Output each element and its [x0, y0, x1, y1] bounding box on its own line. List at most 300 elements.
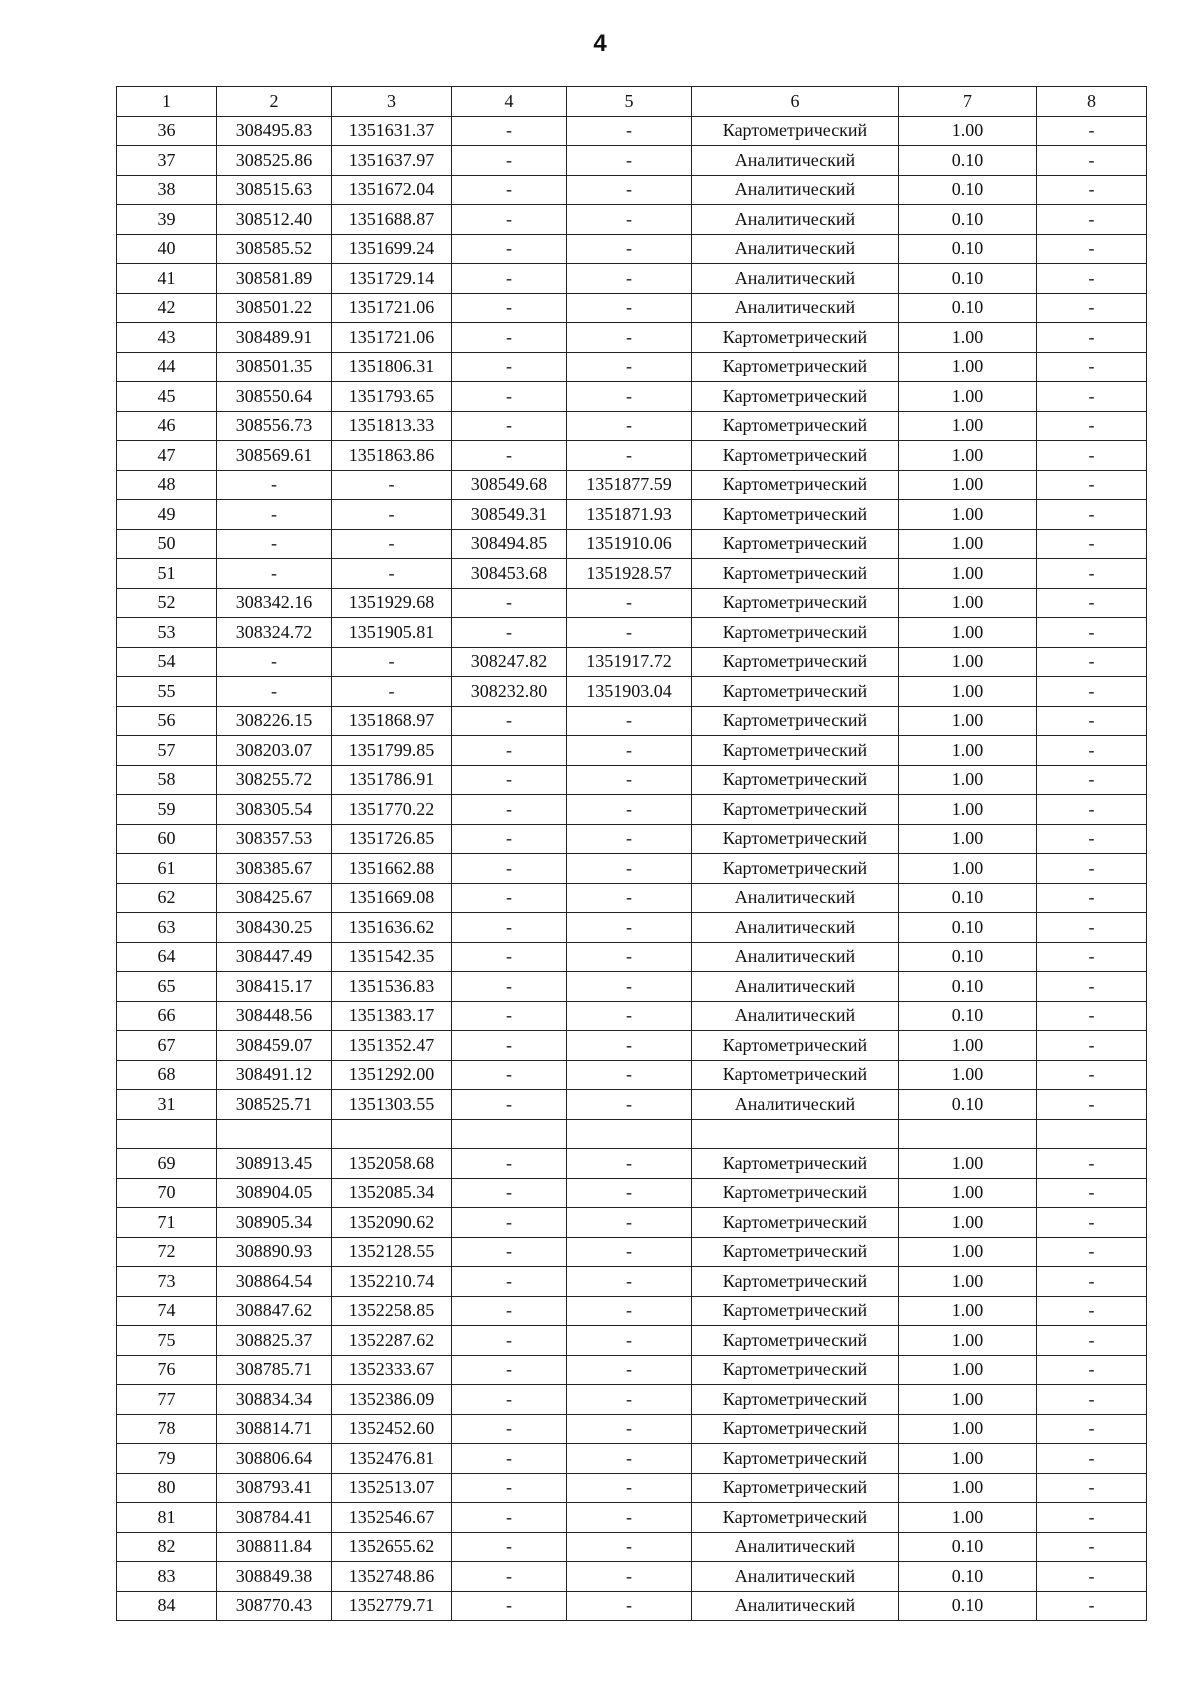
table-cell: 1351383.17: [332, 1001, 452, 1031]
table-cell: -: [332, 559, 452, 589]
table-cell: -: [567, 736, 692, 766]
table-cell: 1.00: [899, 441, 1037, 471]
table-row: [117, 264, 1147, 294]
table-cell: 63: [117, 913, 217, 943]
table-cell: -: [567, 146, 692, 176]
page-number: 4: [593, 30, 607, 57]
table-cell: -: [1037, 352, 1147, 382]
table-cell: 1351352.47: [332, 1031, 452, 1061]
table-row: [117, 411, 1147, 441]
table-cell: 1.00: [899, 323, 1037, 353]
table-cell: 308549.68: [452, 470, 567, 500]
table-cell: Картометрический: [692, 500, 899, 530]
table-cell: -: [1037, 1296, 1147, 1326]
table-cell: 0.10: [899, 942, 1037, 972]
table-cell: -: [452, 1385, 567, 1415]
table-cell: -: [567, 1444, 692, 1474]
table-cell: [567, 1119, 692, 1149]
table-cell: -: [567, 1591, 692, 1621]
table-cell: 45: [117, 382, 217, 412]
table-cell: 308255.72: [217, 765, 332, 795]
table-cell: Картометрический: [692, 765, 899, 795]
table-row: [117, 736, 1147, 766]
table-row: [117, 1267, 1147, 1297]
table-cell: [1037, 1119, 1147, 1149]
table-cell: -: [567, 1267, 692, 1297]
table-cell: 1.00: [899, 529, 1037, 559]
table-cell: -: [1037, 205, 1147, 235]
table-cell: 1.00: [899, 736, 1037, 766]
table-cell: 1.00: [899, 647, 1037, 677]
table-cell: -: [1037, 1001, 1147, 1031]
table-cell: 1351905.81: [332, 618, 452, 648]
table-cell: 41: [117, 264, 217, 294]
table-cell: 1351806.31: [332, 352, 452, 382]
table-row: [117, 293, 1147, 323]
table-cell: 308385.67: [217, 854, 332, 884]
table-cell: Аналитический: [692, 234, 899, 264]
table-cell: 308793.41: [217, 1473, 332, 1503]
table-cell: -: [567, 441, 692, 471]
table-cell: 1.00: [899, 382, 1037, 412]
table-cell: Аналитический: [692, 1591, 899, 1621]
column-header-3: 3: [332, 87, 452, 117]
table-cell: 308415.17: [217, 972, 332, 1002]
table-cell: Аналитический: [692, 1001, 899, 1031]
table-cell: 1352287.62: [332, 1326, 452, 1356]
table-cell: 308904.05: [217, 1178, 332, 1208]
table-cell: -: [452, 175, 567, 205]
table-cell: -: [1037, 854, 1147, 884]
table-row: [117, 1473, 1147, 1503]
table-row: [117, 913, 1147, 943]
table-row: [117, 1149, 1147, 1179]
table-cell: 55: [117, 677, 217, 707]
table-cell: 68: [117, 1060, 217, 1090]
table-cell: 0.10: [899, 1591, 1037, 1621]
table-cell: -: [1037, 706, 1147, 736]
table-cell: -: [452, 972, 567, 1002]
table-cell: Аналитический: [692, 264, 899, 294]
table-cell: 308847.62: [217, 1296, 332, 1326]
table-cell: -: [1037, 1149, 1147, 1179]
table-cell: -: [567, 175, 692, 205]
table-cell: -: [217, 647, 332, 677]
table-cell: -: [452, 854, 567, 884]
table-cell: 1.00: [899, 854, 1037, 884]
table-cell: -: [1037, 677, 1147, 707]
table-cell: 1.00: [899, 618, 1037, 648]
table-cell: 54: [117, 647, 217, 677]
table-cell: 1352546.67: [332, 1503, 452, 1533]
table-cell: -: [1037, 765, 1147, 795]
table-row: [117, 470, 1147, 500]
table-cell: -: [452, 618, 567, 648]
table-cell: 1351863.86: [332, 441, 452, 471]
table-cell: Картометрический: [692, 352, 899, 382]
table-cell: 1352748.86: [332, 1562, 452, 1592]
table-cell: 308811.84: [217, 1532, 332, 1562]
table-row: [117, 588, 1147, 618]
table-row: [117, 382, 1147, 412]
table-cell: -: [567, 1178, 692, 1208]
table-cell: -: [452, 234, 567, 264]
table-cell: -: [567, 588, 692, 618]
table-cell: -: [1037, 411, 1147, 441]
table-cell: -: [567, 1149, 692, 1179]
table-row: [117, 1591, 1147, 1621]
table-cell: 1352085.34: [332, 1178, 452, 1208]
table-cell: 308905.34: [217, 1208, 332, 1238]
table-cell: -: [567, 323, 692, 353]
table-cell: 308448.56: [217, 1001, 332, 1031]
table-cell: 74: [117, 1296, 217, 1326]
table-cell: 1.00: [899, 1414, 1037, 1444]
column-header-8: 8: [1037, 87, 1147, 117]
table-cell: 59: [117, 795, 217, 825]
table-cell: 77: [117, 1385, 217, 1415]
table-cell: -: [567, 1090, 692, 1120]
table-row: [117, 824, 1147, 854]
column-header-7: 7: [899, 87, 1037, 117]
table-cell: Картометрический: [692, 470, 899, 500]
table-cell: -: [452, 795, 567, 825]
table-row: [117, 854, 1147, 884]
table-cell: Картометрический: [692, 706, 899, 736]
table-cell: -: [1037, 146, 1147, 176]
table-cell: 0.10: [899, 1532, 1037, 1562]
table-cell: -: [567, 1208, 692, 1238]
table-cell: 1351721.06: [332, 293, 452, 323]
table-cell: -: [1037, 1267, 1147, 1297]
table-cell: 1351637.97: [332, 146, 452, 176]
table-cell: 1351636.62: [332, 913, 452, 943]
table-row: [117, 1562, 1147, 1592]
table-cell: -: [452, 1326, 567, 1356]
table-cell: 0.10: [899, 1001, 1037, 1031]
table-cell: 1351929.68: [332, 588, 452, 618]
table-cell: -: [452, 441, 567, 471]
table-cell: 69: [117, 1149, 217, 1179]
table-cell: -: [1037, 913, 1147, 943]
table-row: [117, 323, 1147, 353]
table-cell: 1.00: [899, 1237, 1037, 1267]
table-cell: -: [1037, 1326, 1147, 1356]
table-cell: -: [452, 411, 567, 441]
table-cell: 308785.71: [217, 1355, 332, 1385]
table-cell: -: [1037, 1031, 1147, 1061]
table-cell: Аналитический: [692, 972, 899, 1002]
table-cell: [217, 1119, 332, 1149]
table-cell: 1.00: [899, 677, 1037, 707]
table-cell: Картометрический: [692, 382, 899, 412]
table-cell: -: [567, 1562, 692, 1592]
table-cell: -: [567, 234, 692, 264]
table-cell: 1351793.65: [332, 382, 452, 412]
table-cell: -: [452, 146, 567, 176]
table-row: [117, 647, 1147, 677]
table-cell: Картометрический: [692, 529, 899, 559]
table-cell: 1351536.83: [332, 972, 452, 1002]
table-cell: -: [452, 1149, 567, 1179]
table-cell: Картометрический: [692, 824, 899, 854]
table-cell: Картометрический: [692, 588, 899, 618]
table-cell: -: [1037, 1060, 1147, 1090]
table-cell: 308549.31: [452, 500, 567, 530]
table-cell: 1351726.85: [332, 824, 452, 854]
header-row: [117, 87, 1147, 117]
table-body: [117, 116, 1147, 1621]
table-cell: -: [1037, 1444, 1147, 1474]
table-cell: -: [567, 854, 692, 884]
table-cell: -: [1037, 529, 1147, 559]
table-cell: 308834.34: [217, 1385, 332, 1415]
table-cell: 0.10: [899, 234, 1037, 264]
table-cell: -: [1037, 323, 1147, 353]
table-cell: 1351669.08: [332, 883, 452, 913]
table-cell: Аналитический: [692, 913, 899, 943]
table-cell: Картометрический: [692, 441, 899, 471]
table-cell: 82: [117, 1532, 217, 1562]
table-cell: Картометрический: [692, 1237, 899, 1267]
table-cell: 1.00: [899, 765, 1037, 795]
table-cell: 1352655.62: [332, 1532, 452, 1562]
table-cell: -: [452, 1591, 567, 1621]
table-cell: 1352210.74: [332, 1267, 452, 1297]
table-cell: -: [217, 529, 332, 559]
table-cell: 308825.37: [217, 1326, 332, 1356]
table-cell: 39: [117, 205, 217, 235]
table-cell: 1.00: [899, 116, 1037, 146]
table-row: [117, 146, 1147, 176]
table-cell: 308512.40: [217, 205, 332, 235]
table-cell: 308494.85: [452, 529, 567, 559]
table-cell: Аналитический: [692, 1562, 899, 1592]
table-cell: Аналитический: [692, 942, 899, 972]
table-cell: 42: [117, 293, 217, 323]
table-cell: -: [567, 765, 692, 795]
table-cell: 0.10: [899, 913, 1037, 943]
table-cell: 1351871.93: [567, 500, 692, 530]
table-cell: 1.00: [899, 795, 1037, 825]
table-cell: 1351672.04: [332, 175, 452, 205]
table-cell: -: [567, 1296, 692, 1326]
table-cell: [332, 1119, 452, 1149]
table-cell: 61: [117, 854, 217, 884]
table-cell: 48: [117, 470, 217, 500]
table-cell: Аналитический: [692, 1090, 899, 1120]
table-cell: 308864.54: [217, 1267, 332, 1297]
table-cell: 62: [117, 883, 217, 913]
table-cell: -: [567, 795, 692, 825]
table-cell: -: [1037, 736, 1147, 766]
table-cell: 308770.43: [217, 1591, 332, 1621]
table-cell: 308226.15: [217, 706, 332, 736]
table-cell: 1.00: [899, 1178, 1037, 1208]
table-cell: 1.00: [899, 1355, 1037, 1385]
table-row: [117, 883, 1147, 913]
table-cell: Картометрический: [692, 1414, 899, 1444]
table-cell: -: [217, 500, 332, 530]
table-cell: 1.00: [899, 1060, 1037, 1090]
table-cell: 1351542.35: [332, 942, 452, 972]
table-cell: -: [1037, 441, 1147, 471]
table-cell: 31: [117, 1090, 217, 1120]
table-cell: 38: [117, 175, 217, 205]
table-cell: -: [452, 382, 567, 412]
table-cell: -: [1037, 1503, 1147, 1533]
table-cell: 1351770.22: [332, 795, 452, 825]
table-cell: -: [1037, 618, 1147, 648]
table-cell: -: [567, 706, 692, 736]
table-cell: 1.00: [899, 500, 1037, 530]
table-cell: 308806.64: [217, 1444, 332, 1474]
table-cell: 1.00: [899, 1208, 1037, 1238]
table-cell: -: [567, 1355, 692, 1385]
table-row: [117, 765, 1147, 795]
table-cell: 308581.89: [217, 264, 332, 294]
table-cell: 1.00: [899, 1503, 1037, 1533]
table-row: [117, 1355, 1147, 1385]
table-cell: -: [452, 1001, 567, 1031]
table-cell: [899, 1119, 1037, 1149]
table-cell: 308525.86: [217, 146, 332, 176]
table-cell: -: [1037, 1532, 1147, 1562]
table-cell: Картометрический: [692, 677, 899, 707]
table-cell: 1352386.09: [332, 1385, 452, 1415]
table-cell: 60: [117, 824, 217, 854]
table-cell: Картометрический: [692, 323, 899, 353]
table-cell: 1351799.85: [332, 736, 452, 766]
table-row: [117, 1532, 1147, 1562]
table-cell: Картометрический: [692, 116, 899, 146]
table-cell: -: [452, 913, 567, 943]
table-cell: 1351688.87: [332, 205, 452, 235]
table-cell: 1.00: [899, 1385, 1037, 1415]
table-cell: Картометрический: [692, 1149, 899, 1179]
table-cell: -: [567, 382, 692, 412]
table-cell: 65: [117, 972, 217, 1002]
table-cell: -: [452, 1208, 567, 1238]
table-cell: -: [452, 765, 567, 795]
table-cell: Картометрический: [692, 1031, 899, 1061]
table-row: [117, 972, 1147, 1002]
table-cell: -: [452, 1444, 567, 1474]
table-cell: 58: [117, 765, 217, 795]
table-cell: -: [452, 1473, 567, 1503]
column-header-4: 4: [452, 87, 567, 117]
table-cell: -: [567, 1473, 692, 1503]
table-cell: 308515.63: [217, 175, 332, 205]
table-cell: Картометрический: [692, 1326, 899, 1356]
table-cell: -: [332, 500, 452, 530]
table-cell: 308447.49: [217, 942, 332, 972]
table-cell: 1.00: [899, 470, 1037, 500]
table-cell: -: [1037, 1178, 1147, 1208]
table-cell: 40: [117, 234, 217, 264]
table-row: [117, 1031, 1147, 1061]
table-cell: -: [217, 470, 332, 500]
table-cell: -: [1037, 559, 1147, 589]
table-cell: -: [567, 1031, 692, 1061]
table-row: [117, 441, 1147, 471]
table-cell: -: [1037, 116, 1147, 146]
table-cell: 1.00: [899, 824, 1037, 854]
table-cell: -: [1037, 234, 1147, 264]
table-cell: 1.00: [899, 1326, 1037, 1356]
table-cell: -: [1037, 1208, 1147, 1238]
table-cell: -: [1037, 972, 1147, 1002]
table-cell: -: [332, 470, 452, 500]
table-cell: -: [452, 824, 567, 854]
table-cell: -: [1037, 1090, 1147, 1120]
table-row: [117, 529, 1147, 559]
column-header-5: 5: [567, 87, 692, 117]
table-cell: 308913.45: [217, 1149, 332, 1179]
table-cell: 1351729.14: [332, 264, 452, 294]
table-row: [117, 1444, 1147, 1474]
table-cell: 0.10: [899, 264, 1037, 294]
table-cell: 1351813.33: [332, 411, 452, 441]
table-cell: -: [452, 1267, 567, 1297]
table-cell: 1.00: [899, 1473, 1037, 1503]
table-cell: -: [567, 972, 692, 1002]
table-cell: Аналитический: [692, 293, 899, 323]
table-row: [117, 942, 1147, 972]
table-cell: 1352476.81: [332, 1444, 452, 1474]
table-cell: 308247.82: [452, 647, 567, 677]
table-row: [117, 1001, 1147, 1031]
table-cell: -: [452, 205, 567, 235]
table-cell: 37: [117, 146, 217, 176]
table-cell: -: [1037, 264, 1147, 294]
table-cell: -: [452, 1562, 567, 1592]
table-cell: 308784.41: [217, 1503, 332, 1533]
table-row: [117, 1208, 1147, 1238]
table-cell: 308425.67: [217, 883, 332, 913]
table-cell: Картометрический: [692, 411, 899, 441]
table-row: [117, 1503, 1147, 1533]
table-cell: -: [1037, 1385, 1147, 1415]
table-cell: -: [567, 824, 692, 854]
table-cell: Картометрический: [692, 854, 899, 884]
table-cell: -: [567, 352, 692, 382]
table-cell: 1.00: [899, 411, 1037, 441]
table-row: [117, 1296, 1147, 1326]
table-cell: -: [1037, 470, 1147, 500]
table-cell: 1.00: [899, 559, 1037, 589]
table-cell: 1351917.72: [567, 647, 692, 677]
table-cell: 1352513.07: [332, 1473, 452, 1503]
table-cell: -: [452, 1355, 567, 1385]
table-cell: 50: [117, 529, 217, 559]
table-cell: [692, 1119, 899, 1149]
table-cell: 1351786.91: [332, 765, 452, 795]
table-cell: -: [452, 1178, 567, 1208]
table-cell: 66: [117, 1001, 217, 1031]
table-cell: -: [567, 913, 692, 943]
table-cell: 1352333.67: [332, 1355, 452, 1385]
table-cell: 308501.22: [217, 293, 332, 323]
table-cell: -: [567, 1532, 692, 1562]
table-cell: -: [452, 1237, 567, 1267]
table-cell: 1352258.85: [332, 1296, 452, 1326]
table-cell: 308585.52: [217, 234, 332, 264]
table-cell: -: [1037, 1562, 1147, 1592]
table-cell: 308556.73: [217, 411, 332, 441]
table-cell: Картометрический: [692, 1385, 899, 1415]
table-cell: -: [1037, 175, 1147, 205]
